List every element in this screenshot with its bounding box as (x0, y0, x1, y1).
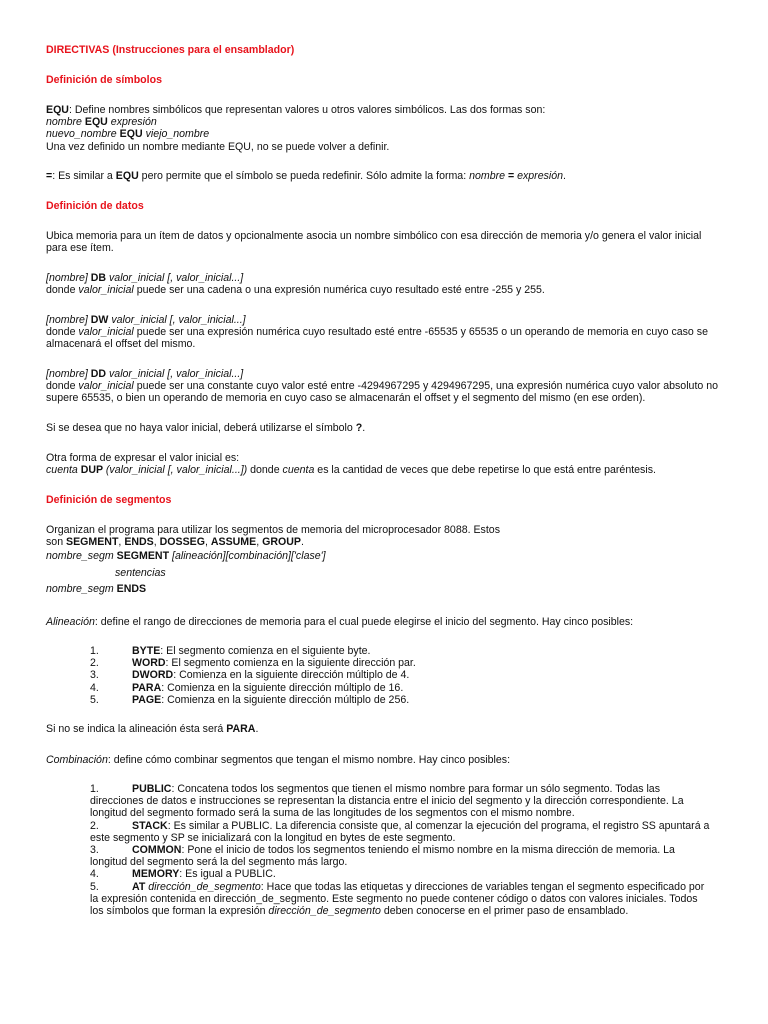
dd-values: valor_inicial [, valor_inicial...] (109, 368, 244, 380)
sep-2: , (153, 536, 160, 549)
db-desc-i: valor_inicial (78, 284, 134, 297)
list-item-number: 1. (90, 783, 99, 795)
equ-note: Una vez definido un nombre mediante EQU, no se puede volver a definir. (46, 140, 390, 153)
kw-segment: SEGMENT (66, 536, 119, 549)
syn3-name: nombre_segm (46, 583, 114, 595)
list-item-keyword: BYTE (132, 645, 161, 657)
dup-syntax (46, 464, 722, 476)
comb5-italic-2: dirección_de_segmento (268, 905, 381, 918)
eq-desc-a: : Es similar a (52, 170, 116, 182)
combinacion-label: Combinación (46, 754, 108, 766)
db-paragraph (46, 272, 722, 296)
dup-e: es la cantidad de veces que debe repetirse lo que está entre paréntesis. (314, 464, 656, 477)
equ-form-2 (46, 128, 722, 140)
db-keyword: DB (87, 272, 109, 284)
list-item-text: : Pone el inicio de todos los segmentos teniendo el mismo nombre en la misma dirección de memoria. La longitud del segmento será la del segmento más largo. (90, 844, 675, 869)
equ-form-1 (46, 116, 722, 128)
equ-description (46, 104, 722, 116)
list-item-keyword: AT (132, 880, 146, 893)
form2-name: nuevo_nombre (46, 128, 117, 141)
alineacion-paragraph (46, 616, 722, 628)
dw-paragraph (46, 314, 722, 351)
alin-default-kw: PARA (226, 723, 256, 735)
db-syntax (46, 272, 722, 284)
list-item (90, 868, 710, 880)
list-item-text: : Comienza en la siguiente dirección múltiplo de 256. (161, 693, 410, 706)
db-desc-a: donde (46, 284, 79, 297)
kw-dosseg: DOSSEG (159, 536, 205, 549)
kw-ends: ENDS (124, 536, 154, 549)
section-heading-datos: Definición de datos (46, 200, 144, 212)
form2-old: viejo_nombre (145, 128, 210, 141)
form1-keyword: EQU (84, 116, 108, 129)
list-item-number: 2. (90, 657, 99, 670)
comb5-text-a: : Hace que todas las etiquetas y direcciones de variables tengan el segmento especificado por la expresión contenida en dirección_de_segmento. Este segmento no puede contener código o datos con valores iniciales. Todos los símbolos que forman la expresión (90, 880, 705, 918)
dd-desc-a: donde (46, 380, 79, 393)
dup-values: (valor_inicial [, valor_inicial...]) (105, 464, 248, 477)
list-item-text: : Comienza en la siguiente dirección múltiplo de 4. (173, 669, 410, 682)
db-description (46, 284, 722, 296)
alin-default-b: . (255, 723, 259, 735)
syn1-keyword: SEGMENT (113, 550, 172, 562)
list-item-number: 4. (90, 868, 99, 881)
alineacion-list (90, 645, 720, 706)
list-item-text: : El segmento comienza en la siguiente dirección par. (165, 657, 416, 670)
dw-desc-b: puede ser una expresión numérica cuyo resultado esté entre -65535 y 65535 o un operando de memoria en cuyo caso se almacenará el offset del mismo. (46, 326, 708, 351)
list-item-keyword: PARA (132, 681, 162, 694)
list-item-number: 2. (90, 819, 99, 832)
dw-desc-a: donde (46, 326, 79, 339)
segmentos-intro (46, 524, 722, 548)
list-item-text: : Es igual a PUBLIC. (179, 868, 276, 881)
dw-desc-i: valor_inicial (78, 326, 134, 339)
list-item (90, 783, 710, 820)
list-item-keyword: COMMON (132, 844, 182, 857)
form1-name: nombre (46, 116, 82, 129)
list-item (90, 669, 720, 681)
alin-default-a: Si no se indica la alineación ésta será (46, 723, 227, 735)
dd-name: [nombre] (46, 368, 88, 380)
dw-syntax (46, 314, 722, 326)
document-title: DIRECTIVAS (Instrucciones para el ensamblador) (46, 44, 295, 56)
eq-form-name: nombre (469, 170, 506, 182)
list-item (90, 682, 720, 694)
form2-keyword: EQU (119, 128, 143, 141)
segment-syntax-2 (115, 567, 768, 579)
form1-expr: expresión (110, 116, 157, 129)
sep-1: , (118, 536, 125, 549)
segment-syntax-3 (46, 583, 722, 595)
eq-desc-b: pero permite que el símbolo se pueda redefinir. Sólo admite la forma: (138, 170, 470, 182)
segmentos-intro-line2 (46, 536, 722, 548)
list-item-number: 5. (90, 880, 99, 893)
syn1-name: nombre_segm (46, 550, 114, 562)
segment-syntax-1 (46, 550, 722, 562)
dw-description (46, 326, 722, 350)
dup-keyword: DUP (77, 464, 106, 477)
dup-d: cuenta (282, 464, 315, 477)
db-values: valor_inicial [, valor_inicial...] (109, 272, 244, 284)
dd-desc-b: puede ser una constante cuyo valor esté entre -4294967295 y 4294967295, una expresión numérica cuyo valor absoluto no supere 65535, o bien un operando de memoria en cuyo caso se almacenarán el offset y el segmento del mismo (en ese orden). (46, 380, 718, 405)
list-item (90, 881, 710, 918)
list-item-number: 4. (90, 681, 99, 694)
list-item-keyword: PAGE (132, 693, 162, 706)
kw-assume: ASSUME (210, 536, 257, 549)
syn1-params: [alineación][combinación]['clase'] (172, 550, 326, 562)
noinit-paragraph (46, 422, 722, 434)
list-item (90, 645, 720, 657)
eq-end: . (563, 170, 566, 182)
combinacion-paragraph (46, 754, 722, 766)
dd-paragraph (46, 368, 722, 405)
dw-keyword: DW (87, 314, 112, 326)
list-item-keyword: DWORD (132, 669, 174, 682)
section-heading-simbolos: Definición de símbolos (46, 74, 162, 86)
dd-description (46, 380, 722, 404)
equal-keyword: = (46, 170, 53, 182)
list-item (90, 820, 710, 844)
eq-desc-kw: EQU (115, 170, 139, 182)
list-item-keyword: MEMORY (132, 868, 180, 881)
eq-form-expr: expresión (517, 170, 564, 182)
section-heading-segmentos: Definición de segmentos (46, 494, 172, 506)
list-item-number: 1. (90, 645, 99, 657)
datos-intro: Ubica memoria para un ítem de datos y opcionalmente asocia un nombre simbólico con esa dirección de memoria y/o genera el valor inicial para ese ítem. (46, 230, 702, 255)
list-item-keyword: PUBLIC (132, 783, 172, 795)
kw-group: GROUP (262, 536, 301, 549)
noinit-b: . (362, 422, 366, 434)
noinit-kw: ? (355, 422, 363, 434)
list-item-number: 5. (90, 693, 99, 706)
db-desc-b: puede ser una cadena o una expresión numérica cuyo resultado esté entre -255 y 255. (133, 284, 545, 297)
list-item-text: : Concatena todos los segmentos que tienen el mismo nombre para formar un sólo segmento. Todas las direcciones de datos e instrucciones se representan la distancia entre el inicio del segmento y la dirección correspondiente. La longitud del segmento formado será la suma de las longitudes de los segmentos con el mismo nombre. (90, 783, 684, 820)
dup-paragraph (46, 452, 722, 476)
sep-4: , (256, 536, 263, 549)
dw-name: [nombre] (46, 314, 88, 326)
alineacion-label: Alineación (46, 616, 95, 628)
syn3-keyword: ENDS (113, 583, 147, 595)
equ-desc-text: : Define nombres simbólicos que representan valores u otros valores simbólicos. Las dos formas son: (68, 104, 546, 116)
comb5-italic: dirección_de_segmento (145, 880, 261, 893)
list-item-text: : El segmento comienza en el siguiente byte. (160, 645, 371, 657)
alineacion-default (46, 723, 722, 735)
dup-count: cuenta (46, 464, 78, 477)
segmentos-intro-line1: Organizan el programa para utilizar los segmentos de memoria del microprocesador 8088. Estos (46, 524, 500, 536)
list-item-number: 3. (90, 669, 99, 682)
list-item-keyword: STACK (132, 819, 168, 832)
equ-keyword: EQU (46, 104, 69, 116)
list-item (90, 657, 720, 669)
syn2-sentences: sentencias (115, 567, 166, 579)
combinacion-list (90, 783, 710, 917)
dd-keyword: DD (87, 368, 109, 380)
list-item-text: : Es similar a PUBLIC. La diferencia consiste que, al comenzar la ejecución del programa, el registro SS apuntará a este segmento y SP se inicializará con la longitud en bytes de este segmento. (90, 819, 710, 844)
intro-end: . (300, 536, 304, 549)
db-name: [nombre] (46, 272, 88, 284)
alineacion-desc: : define el rango de direcciones de memoria para el cual puede elegirse el inicio del segmento. Hay cinco posibles: (94, 616, 634, 628)
eq-form-kw: = (505, 170, 518, 182)
noinit-a: Si se desea que no haya valor inicial, deberá utilizarse el símbolo (46, 422, 356, 434)
dup-intro: Otra forma de expresar el valor inicial es: (46, 452, 240, 464)
equal-directive-paragraph (46, 170, 722, 182)
list-item-number: 3. (90, 844, 99, 857)
dup-c: donde (247, 464, 283, 477)
dd-syntax (46, 368, 722, 380)
list-item (90, 694, 720, 706)
intro-son: son (46, 536, 67, 549)
combinacion-desc: : define cómo combinar segmentos que tengan el mismo nombre. Hay cinco posibles: (107, 754, 511, 766)
comb5-text-b: deben conocerse en el primer paso de ensamblado. (380, 905, 629, 918)
list-item-text: : Comienza en la siguiente dirección múltiplo de 16. (161, 681, 404, 694)
dw-values: valor_inicial [, valor_inicial...] (111, 314, 246, 326)
dd-desc-i: valor_inicial (78, 380, 134, 393)
list-item (90, 844, 710, 868)
sep-3: , (204, 536, 211, 549)
equ-paragraph (46, 104, 722, 153)
list-item-keyword: WORD (132, 657, 166, 670)
